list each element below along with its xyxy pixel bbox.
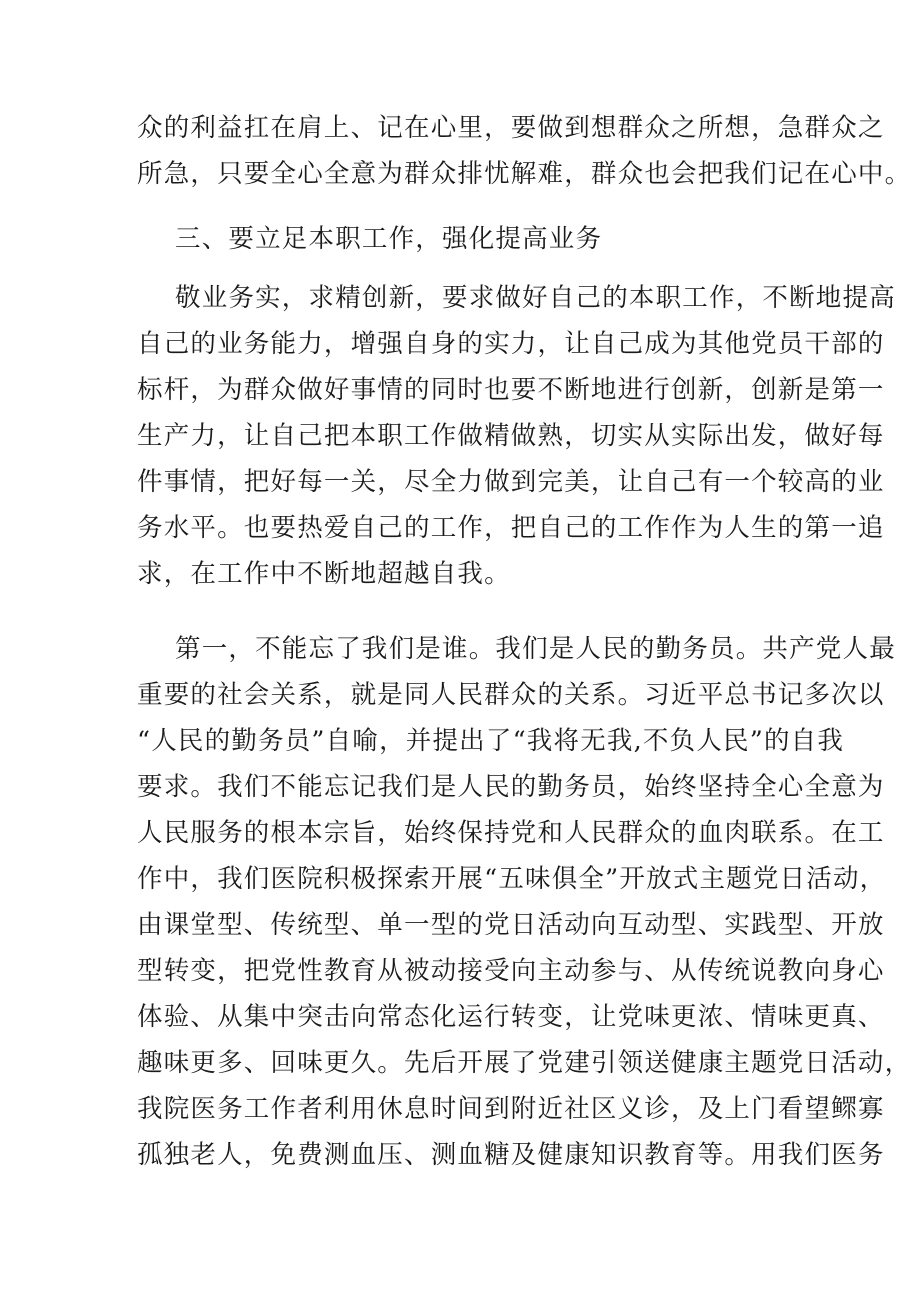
text-line: 我院医务工作者利用休息时间到附近社区义诊，及上门看望鳏寡 (137, 1094, 885, 1124)
text-line: 作中，我们医院积极探索开展“五味俱全”开放式主题党日活动， (137, 864, 887, 894)
text-line: 务水平。也要热爱自己的工作，把自己的工作作为人生的第一追 (137, 513, 885, 543)
text-line: 孤独老人，免费测血压、测血糖及健康知识教育等。用我们医务 (137, 1140, 885, 1170)
text-line: 由课堂型、传统型、单一型的党日活动向互动型、实践型、开放 (137, 910, 885, 940)
paragraph-who-we-are (137, 626, 912, 1178)
paragraph-continuation (137, 105, 912, 197)
text-line: 生产力，让自己把本职工作做精做熟，切实从实际出发，做好每 (137, 421, 885, 451)
text-line: 重要的社会关系，就是同人民群众的关系。习近平总书记多次以 (137, 680, 885, 710)
text-line: 趣味更多、回味更久。先后开展了党建引领送健康主题党日活动， (137, 1048, 912, 1078)
paragraph-job-work (137, 275, 896, 597)
text-line: 人民服务的根本宗旨，始终保持党和人民群众的血肉联系。在工 (137, 818, 885, 848)
text-line: 自己的业务能力，增强自身的实力，让自己成为其他党员干部的 (137, 329, 885, 359)
text-line: 众的利益扛在肩上、记在心里，要做到想群众之所想，急群众之 (137, 113, 885, 143)
text-line: 敬业务实，求精创新，要求做好自己的本职工作，不断地提高 (175, 283, 896, 313)
text-line: 标杆，为群众做好事情的同时也要不断地进行创新，创新是第一 (137, 375, 885, 405)
section-heading-3 (137, 216, 797, 262)
text-line: 要求。我们不能忘记我们是人民的勤务员，始终坚持全心全意为 (137, 772, 885, 802)
text-line: 型转变，把党性教育从被动接受向主动参与、从传统说教向身心 (137, 956, 885, 986)
text-line: “人民的勤务员”自喻，并提出了“我将无我,不负人民”的自我 (137, 726, 845, 756)
text-line: 第一，不能忘了我们是谁。我们是人民的勤务员。共产党人最 (175, 634, 896, 664)
text-line: 体验、从集中突击向常态化运行转变，让党味更浓、情味更真、 (137, 1002, 885, 1032)
heading-text: 三、要立足本职工作，强化提高业务 (175, 224, 603, 254)
text-line: 所急，只要全心全意为群众排忧解难，群众也会把我们记在心中。 (137, 159, 912, 189)
text-line: 求，在工作中不断地超越自我。 (137, 559, 511, 589)
text-line: 件事情，把好每一关，尽全力做到完美，让自己有一个较高的业 (137, 467, 885, 497)
